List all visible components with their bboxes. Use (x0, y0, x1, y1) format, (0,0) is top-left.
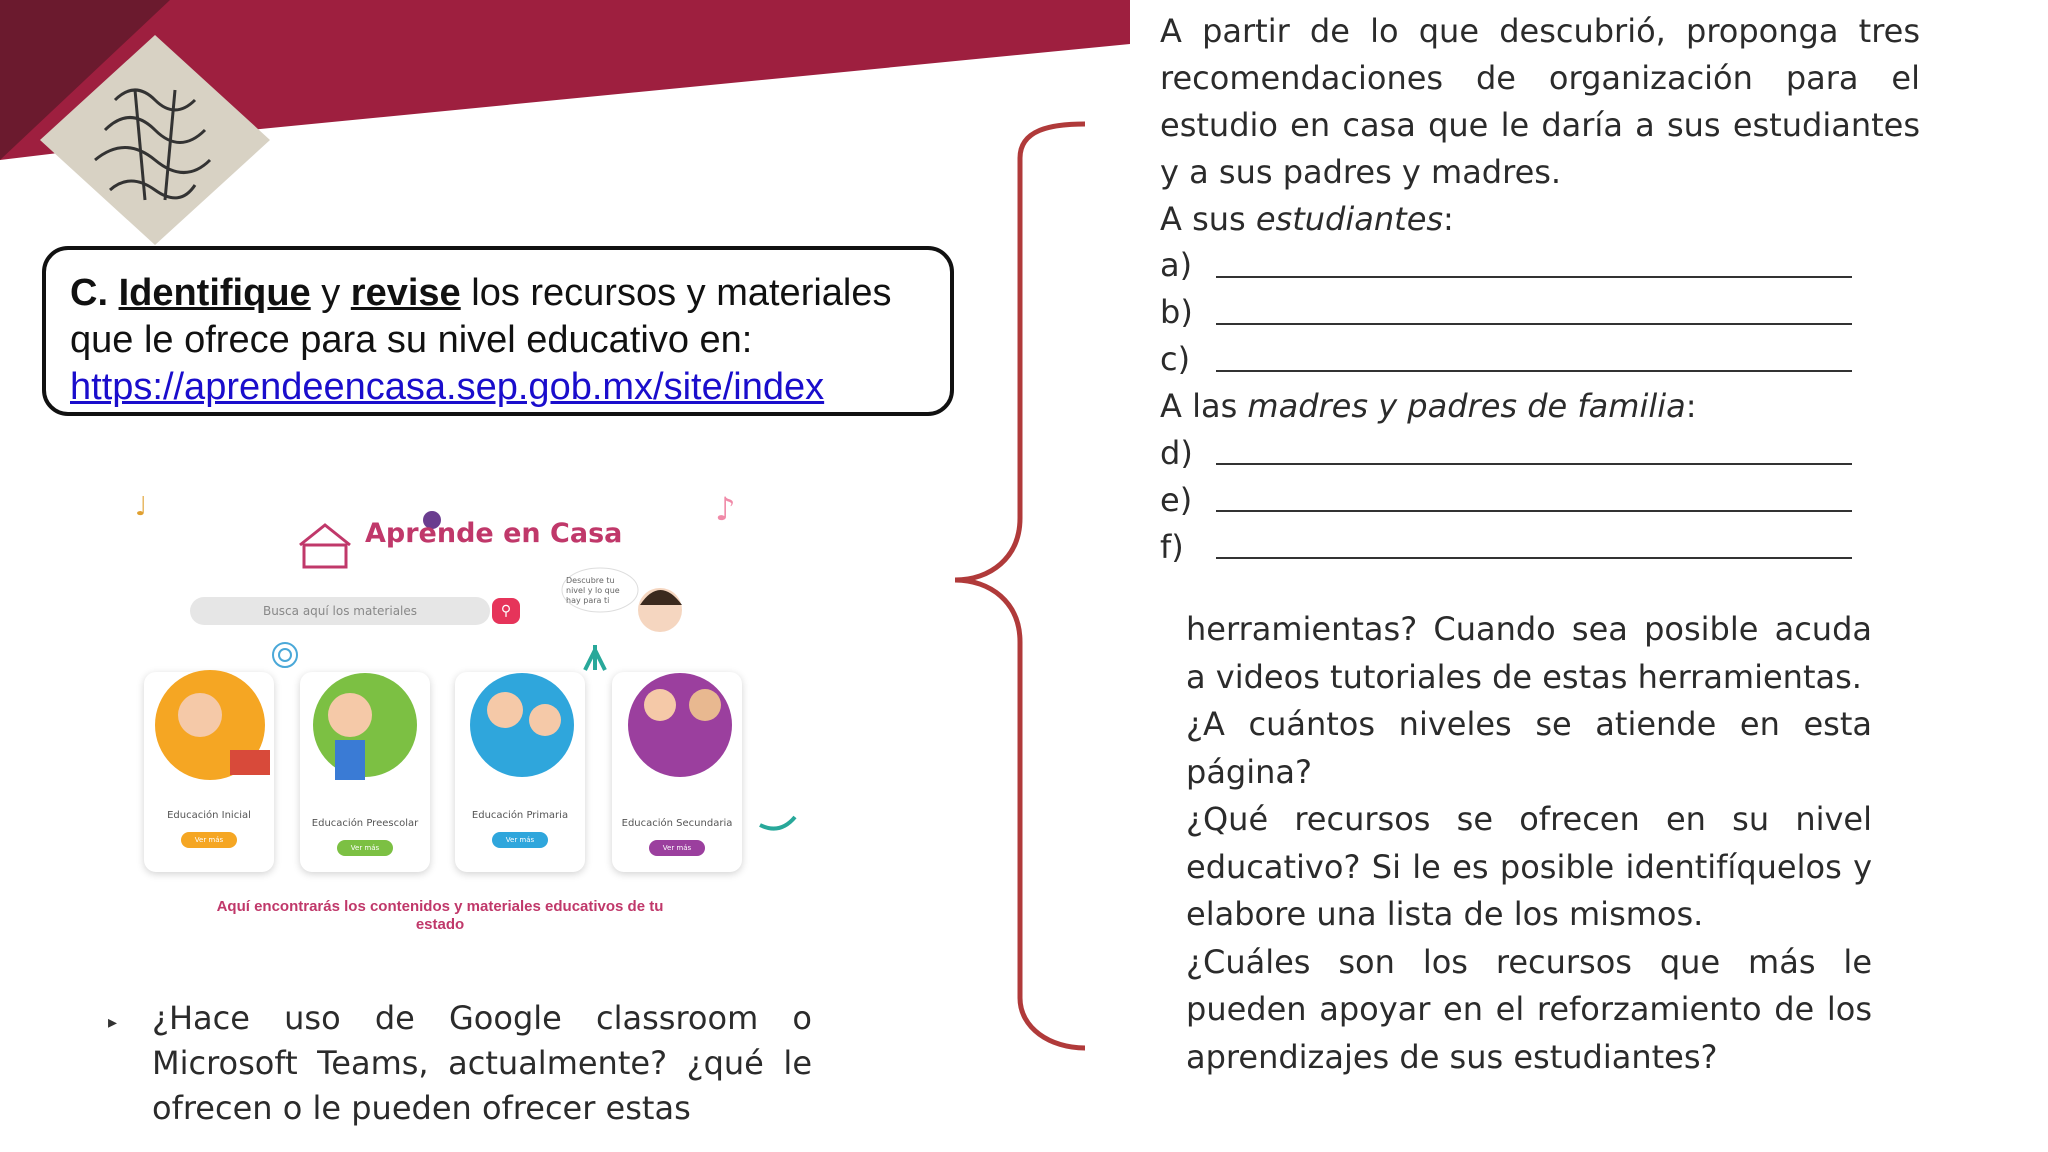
answer-line-d[interactable] (1216, 463, 1852, 465)
instruction-prefix: C. (70, 272, 108, 314)
answer-line-e[interactable] (1216, 510, 1852, 512)
instruction-rest: los recursos y materiales (471, 272, 892, 314)
level-button-preescolar[interactable]: Ver más (337, 840, 393, 856)
curly-brace (950, 118, 1100, 1058)
instruction-verb-revise: revise (350, 272, 461, 314)
instruction-connector: y (321, 272, 341, 314)
questions-block (1186, 606, 1872, 1081)
panel-search-button[interactable]: ⚲ (492, 598, 520, 624)
students-heading: A sus estudiantes: (1160, 200, 1454, 238)
answer-line-a[interactable] (1216, 276, 1852, 278)
reinforcement-question: ¿Cuáles son los recursos que más le pueden apoyar en el reforzamiento de los aprendizajes de sus estudiantes? (1186, 942, 1872, 1076)
level-label-secundaria: Educación Secundaria (621, 818, 733, 829)
levels-question: ¿A cuántos niveles se atiende en esta página? (1186, 705, 1872, 791)
panel-caption: Aquí encontrarás los contenidos y materiales educativos de tu estado (216, 898, 664, 933)
recommendations-intro: A partir de lo que descubrió, proponga tres recomendaciones de organización para el estudio en casa que le daría a sus estudiantes y a sus padres y madres. (1160, 12, 1920, 191)
answer-label-a: a) (1160, 246, 1193, 284)
answer-line-c[interactable] (1216, 370, 1852, 372)
level-button-secundaria[interactable]: Ver más (649, 840, 705, 856)
bullet-icon: ▸ (108, 1012, 118, 1033)
svg-text:♩: ♩ (135, 492, 148, 522)
answer-label-d: d) (1160, 434, 1193, 472)
panel-title: Aprende en Casa (365, 518, 623, 549)
resources-question: ¿Qué recursos se ofrecen en su nivel educativo? Si le es posible identifíquelos y elabore una lista de los mismos. (1186, 800, 1872, 933)
answer-label-b: b) (1160, 293, 1193, 331)
instruction-line-2: que le ofrece para su nivel educativo en: (70, 319, 753, 361)
logo-diamond (35, 30, 275, 250)
level-label-preescolar: Educación Preescolar (311, 818, 419, 829)
panel-bubble-text: Descubre tu nivel y lo que hay para ti (566, 576, 620, 605)
instruction-verb-identifique: Identifique (118, 272, 311, 314)
answer-label-c: c) (1160, 340, 1191, 378)
tools-continuation: herramientas? Cuando sea posible acuda a videos tutoriales de estas herramientas. (1186, 610, 1872, 696)
svg-text:♪: ♪ (715, 490, 736, 528)
google-classroom-question: ¿Hace uso de Google classroom o Microsoft Teams, actualmente? ¿qué le ofrecen o le pueden ofrecer estas (152, 999, 812, 1127)
instruction-box (42, 246, 954, 416)
panel-search-input[interactable]: Busca aquí los materiales (190, 597, 490, 625)
level-button-primaria[interactable]: Ver más (492, 832, 548, 848)
level-label-primaria: Educación Primaria (471, 810, 569, 821)
level-label-inicial: Educación Inicial (167, 810, 251, 821)
answer-label-f: f) (1160, 528, 1184, 566)
answer-line-b[interactable] (1216, 323, 1852, 325)
level-illustrations (140, 670, 760, 800)
aprende-en-casa-link[interactable]: https://aprendeencasa.sep.gob.mx/site/index (70, 366, 825, 408)
instruction-line-1 (70, 270, 926, 317)
level-button-inicial[interactable]: Ver más (181, 832, 237, 848)
answer-label-e: e) (1160, 481, 1193, 519)
parents-heading: A las madres y padres de familia: (1160, 387, 1697, 425)
answer-line-f[interactable] (1216, 557, 1852, 559)
